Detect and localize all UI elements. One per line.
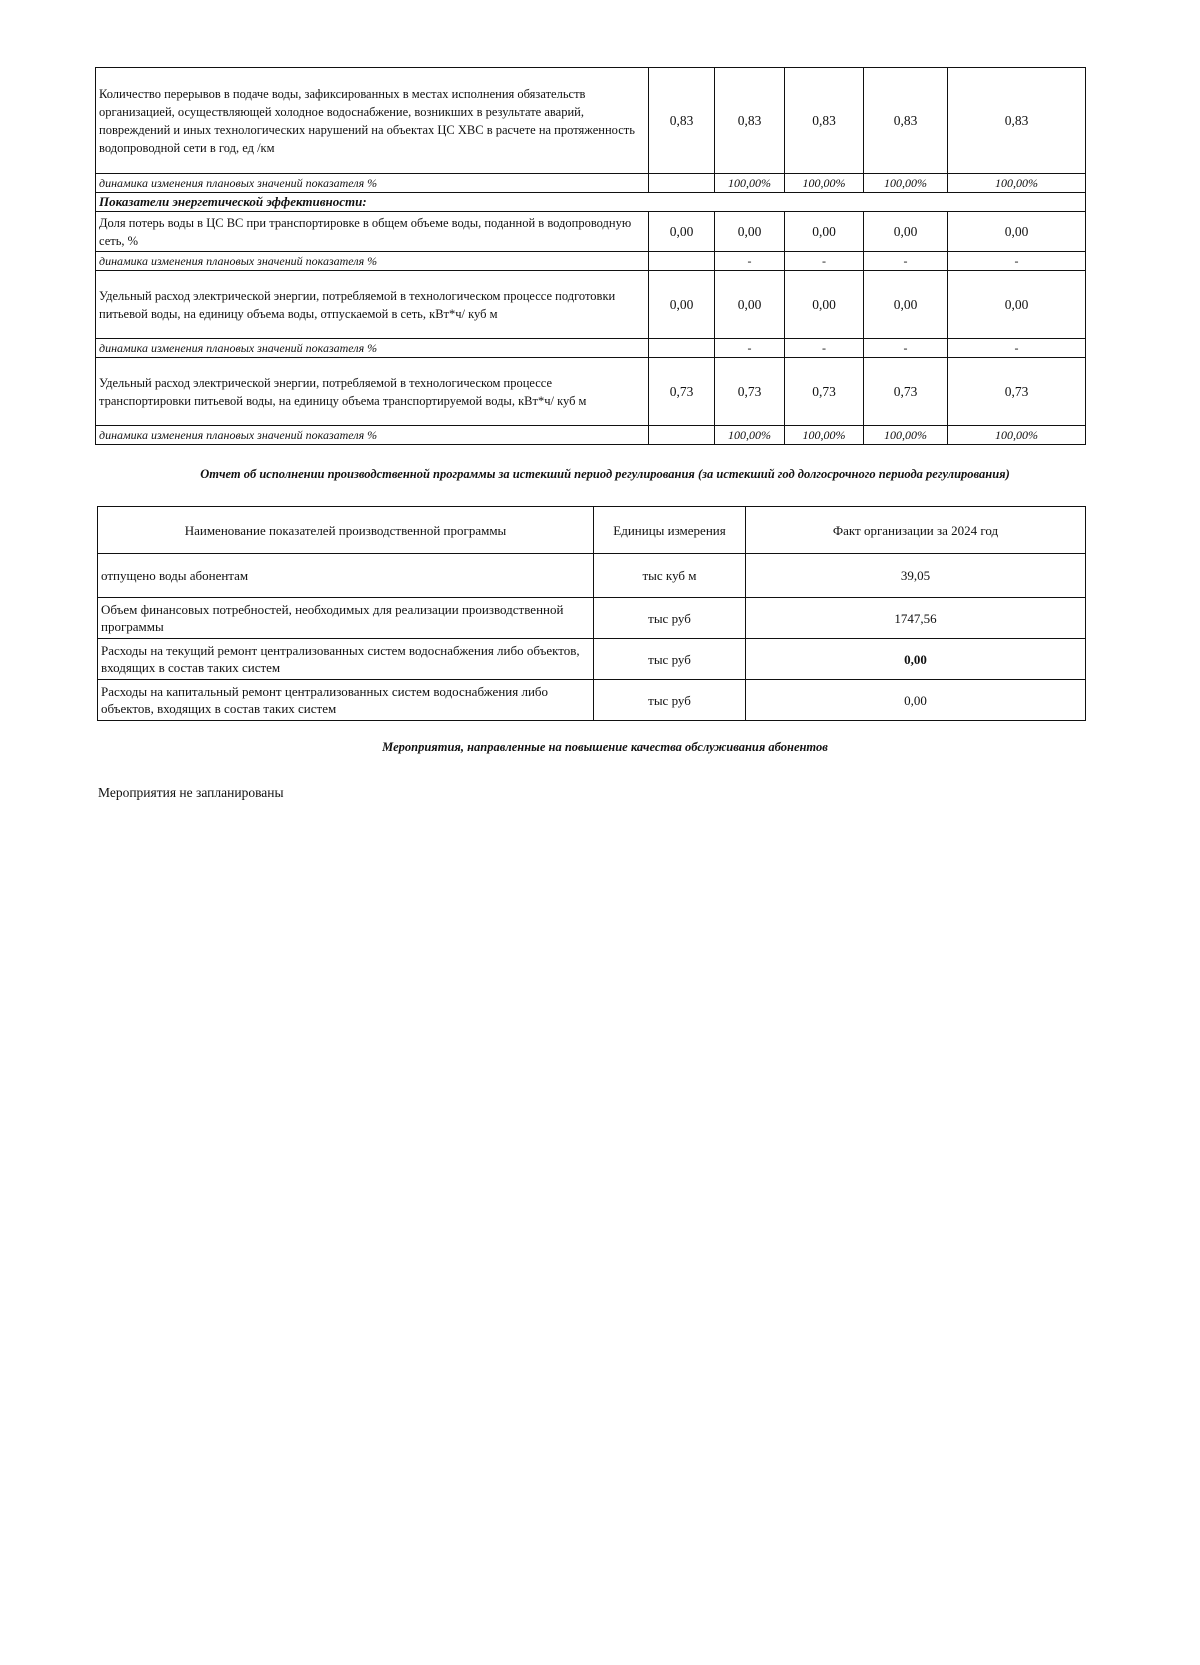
- header-fact: Факт организации за 2024 год: [746, 507, 1086, 554]
- dynamics-value: [649, 339, 715, 358]
- program-indicator-name: Расходы на капитальный ремонт централизованных систем водоснабжения либо объектов, входящих в состав таких систем: [98, 680, 594, 721]
- dynamics-value: -: [715, 339, 785, 358]
- program-unit: тыс руб: [594, 639, 746, 680]
- indicator-name: Доля потерь воды в ЦС ВС при транспортировке в общем объеме воды, поданной в водопроводную сеть, %: [96, 212, 649, 252]
- indicator-value: 0,83: [649, 68, 715, 174]
- report-title: Отчет об исполнении производственной программы за истекший период регулирования (за истекший год долгосрочного периода регулирования): [200, 467, 1010, 481]
- indicator-value: 0,00: [649, 271, 715, 339]
- indicator-value: 0,00: [864, 271, 948, 339]
- indicator-value: 0,00: [715, 271, 785, 339]
- dynamics-row: [96, 339, 1086, 358]
- indicator-value: 0,73: [864, 358, 948, 426]
- indicator-value: 0,00: [785, 212, 864, 252]
- dynamics-value: -: [948, 339, 1086, 358]
- indicator-name: Количество перерывов в подаче воды, зафиксированных в местах исполнения обязательств организацией, осуществляющей холодное водоснабжение, возникших в результате аварий, повреждений и иных технологических нарушений на объектах ЦС ХВС в расчете на протяженность водопроводной сети в год, ед /км: [96, 68, 649, 174]
- program-indicator-name: отпущено воды абонентам: [98, 554, 594, 598]
- dynamics-label: динамика изменения плановых значений показателя %: [96, 174, 649, 193]
- dynamics-value: 100,00%: [948, 426, 1086, 445]
- dynamics-row: [96, 174, 1086, 193]
- indicator-row-water-loss: [96, 212, 1086, 252]
- indicator-value: 0,83: [785, 68, 864, 174]
- dynamics-value: 100,00%: [785, 426, 864, 445]
- indicator-name: Удельный расход электрической энергии, потребляемой в технологическом процессе подготовки питьевой воды, на единицу объема воды, отпускаемой в сеть, кВт*ч/ куб м: [96, 271, 649, 339]
- dynamics-value: [649, 174, 715, 193]
- program-value: 0,00: [746, 680, 1086, 721]
- indicator-value: 0,73: [785, 358, 864, 426]
- indicator-value: 0,00: [785, 271, 864, 339]
- indicator-value: 0,73: [649, 358, 715, 426]
- indicator-value: 0,00: [948, 212, 1086, 252]
- indicator-value: 0,00: [948, 271, 1086, 339]
- dynamics-label: динамика изменения плановых значений показателя %: [96, 426, 649, 445]
- dynamics-value: -: [864, 339, 948, 358]
- table-header-row: [98, 507, 1086, 554]
- measures-title: Мероприятия, направленные на повышение качества обслуживания абонентов: [382, 740, 828, 754]
- dynamics-value: -: [948, 252, 1086, 271]
- program-value: 39,05: [746, 554, 1086, 598]
- program-value: 1747,56: [746, 598, 1086, 639]
- dynamics-label: динамика изменения плановых значений показателя %: [96, 252, 649, 271]
- production-program-table: [97, 506, 1086, 721]
- dynamics-value: -: [785, 252, 864, 271]
- table-row: [98, 598, 1086, 639]
- dynamics-value: 100,00%: [715, 426, 785, 445]
- dynamics-label: динамика изменения плановых значений показателя %: [96, 339, 649, 358]
- program-unit: тыс руб: [594, 598, 746, 639]
- header-unit: Единицы измерения: [594, 507, 746, 554]
- dynamics-value: [649, 426, 715, 445]
- program-indicator-name: Расходы на текущий ремонт централизованных систем водоснабжения либо объектов, входящих в состав таких систем: [98, 639, 594, 680]
- dynamics-value: 100,00%: [948, 174, 1086, 193]
- program-unit: тыс куб м: [594, 554, 746, 598]
- dynamics-value: [649, 252, 715, 271]
- header-indicator-name: Наименование показателей производственной программы: [98, 507, 594, 554]
- program-indicator-name: Объем финансовых потребностей, необходимых для реализации производственной программы: [98, 598, 594, 639]
- indicator-row-energy-transport: [96, 358, 1086, 426]
- program-value: 0,00: [746, 639, 1086, 680]
- indicator-value: 0,00: [649, 212, 715, 252]
- dynamics-value: -: [864, 252, 948, 271]
- indicator-name: Удельный расход электрической энергии, потребляемой в технологическом процессе транспортировки питьевой воды, на единицу объема транспортируемой воды, кВт*ч/ куб м: [96, 358, 649, 426]
- indicator-value: 0,83: [948, 68, 1086, 174]
- table-row: [98, 680, 1086, 721]
- indicator-value: 0,83: [715, 68, 785, 174]
- indicator-value: 0,73: [948, 358, 1086, 426]
- dynamics-row: [96, 426, 1086, 445]
- indicator-value: 0,73: [715, 358, 785, 426]
- section-header-energy: [96, 193, 1086, 212]
- indicator-value: 0,00: [715, 212, 785, 252]
- indicator-value: 0,00: [864, 212, 948, 252]
- indicator-row-energy-preparation: [96, 271, 1086, 339]
- measures-note: Мероприятия не запланированы: [98, 785, 284, 800]
- dynamics-value: 100,00%: [785, 174, 864, 193]
- program-unit: тыс руб: [594, 680, 746, 721]
- dynamics-value: 100,00%: [715, 174, 785, 193]
- table-row: [98, 639, 1086, 680]
- dynamics-value: -: [715, 252, 785, 271]
- table-row: [98, 554, 1086, 598]
- dynamics-value: 100,00%: [864, 426, 948, 445]
- indicator-row-interruptions: [96, 68, 1086, 174]
- indicator-value: 0,83: [864, 68, 948, 174]
- dynamics-value: -: [785, 339, 864, 358]
- dynamics-row: [96, 252, 1086, 271]
- section-title: Показатели энергетической эффективности:: [96, 193, 1086, 212]
- dynamics-value: 100,00%: [864, 174, 948, 193]
- indicators-table: [95, 67, 1086, 445]
